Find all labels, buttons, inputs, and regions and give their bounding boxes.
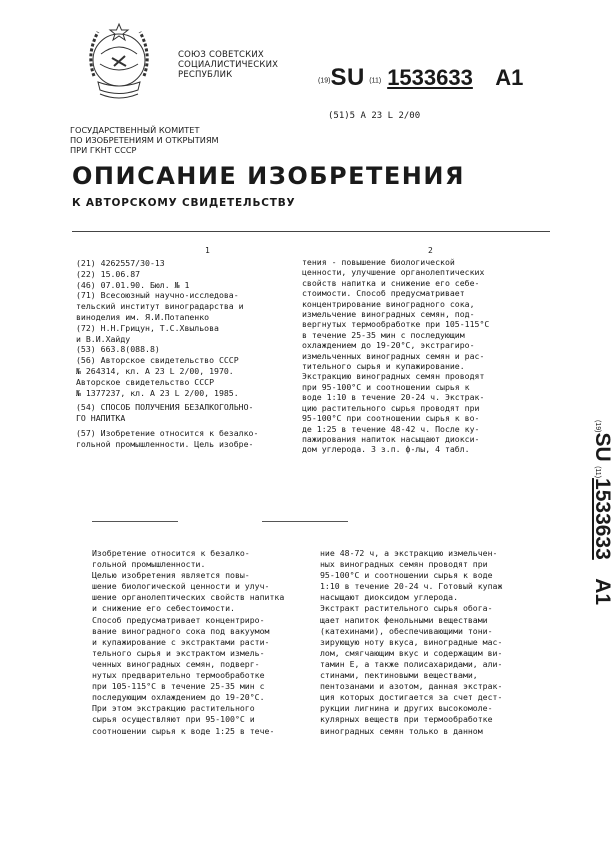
document-title: ОПИСАНИЕ ИЗОБРЕТЕНИЯ bbox=[72, 162, 465, 190]
country-code: SU bbox=[330, 64, 365, 91]
ipc-classification: (51)5 A 23 L 2/00 bbox=[328, 111, 421, 121]
union-name: СОЮЗ СОВЕТСКИХ СОЦИАЛИСТИЧЕСКИХ РЕСПУБЛИК bbox=[178, 50, 279, 80]
separator-left bbox=[92, 521, 178, 522]
patent-number-block bbox=[318, 64, 523, 92]
document-subtitle: К АВТОРСКОМУ СВИДЕТЕЛЬСТВУ bbox=[72, 197, 296, 209]
kind-code: A1 bbox=[495, 65, 524, 90]
abstract-start: (57) Изобретение относится к безалко- гольной промышленности. Цель изобре- bbox=[76, 427, 259, 449]
column-number-2: 2 bbox=[428, 246, 433, 255]
code-19: (19) bbox=[318, 77, 331, 85]
separator-right bbox=[262, 521, 348, 522]
invention-title: (54) СПОСОБ ПОЛУЧЕНИЯ БЕЗАЛКОГОЛЬНО- ГО НАПИТКА bbox=[76, 402, 254, 424]
patent-number: 1533633 bbox=[387, 65, 473, 90]
code-11: (11) bbox=[369, 77, 382, 85]
bibliographic-data: (21) 4262557/30-13 (22) 15.06.87 (46) 07.01.90. Бюл. № 1 (71) Всесоюзный научно-исследова- тельский институт виноградарства и виноделия им. Я.И.Потапенко (72) Н.Н.Грицун, Т.С.Хвыльова и В.И.Хайду (53) 663.8(088.8) (56) Авторское свидетельство СССР № 264314, кл. А 23 L 2/00, 1970. Авторское свидетельство СССР № 1377237, кл. А 23 L 2/00, 1985. (54) СПОСОБ ПОЛУЧЕНИЯ БЕЗАЛКОГОЛЬНО- ГО НАПИТКА (57) Изобретение относится к безалко- гольной промышленности. Цель изобре- bbox=[76, 258, 276, 450]
abstract-continuation: тения - повышение биологической ценности, улучшение органолептических свойств напитка и снижение его себе- стоимости. Способ предусматривает концентрирование виноградного сока, измельчение виноградных семян, под- вергнутых термообработке при 105-115°С в течение 25-35 мин с последующим охлаждением до 19-20°С, экстрагиро- измельченных виноградных семян и рас- тительного сырья и купажирование. Экстракцию виноградных семян проводят при 95-100°С и соотношении сырья к воде 1:10 в течение 20-24 ч. Экстрак- цию растительного сырья проводят при 95-100°С при соотношении сырья к во- де 1:25 в течение 48-42 ч. После ку- пажирования напиток насыщают диокси- дом углерода. 3 з.п. ф-лы, 4 табл. bbox=[302, 257, 490, 455]
ussr-emblem-icon bbox=[78, 20, 160, 108]
column-number-1: 1 bbox=[205, 246, 210, 255]
side-patent-label: (19)SU (11)1533633 A1 bbox=[591, 420, 614, 606]
body-column-right: ние 48-72 ч, а экстракцию измельчен- ных виноградных семян проводят при 95-100°С и соотношении сырья к воде 1:10 в течение 20-24 ч. Готовый купаж насыщают диоксидом углерода. Экстракт растительного сырья обога- щает напиток фенольными веществами (катехинами), обеспечивающими тони- зирующую ноту вкуса, виноградные мас- лом, смягчающим вкус и содержащим ви- тамин Е, а также полисахаридами, али- стинами, пектиновыми веществами, пентозанами и азотом, данная экстрак- ция которых достигается за счет дест- рукции лигнина и других высокомоле- кулярных веществ при термообработке виноградных семян только в данном bbox=[320, 548, 503, 736]
committee-name: ГОСУДАРСТВЕННЫЙ КОМИТЕТ ПО ИЗОБРЕТЕНИЯМ И ОТКРЫТИЯМ ПРИ ГКНТ СССР bbox=[70, 125, 219, 155]
body-column-left: Изобретение относится к безалко- гольной промышленности. Целью изобретения является повы- шение биологической ценности и улуч- шение органолептических свойств напитка и снижение его себестоимости. Способ предусматривает концентриро- вание виноградного сока под вакуумом и купажирование с экстрактами расти- тельного сырья и экстрактом измель- ченных виноградных семян, подверг- нутых предварительно термообработке при 105-115°С в течение 25-35 мин с последующим охлаждением до 19-20°С. При этом экстракцию растительного сырья осуществляют при 95-100°С и соотношении сырья к воде 1:25 в тече- bbox=[92, 548, 285, 736]
header-divider bbox=[72, 231, 550, 232]
